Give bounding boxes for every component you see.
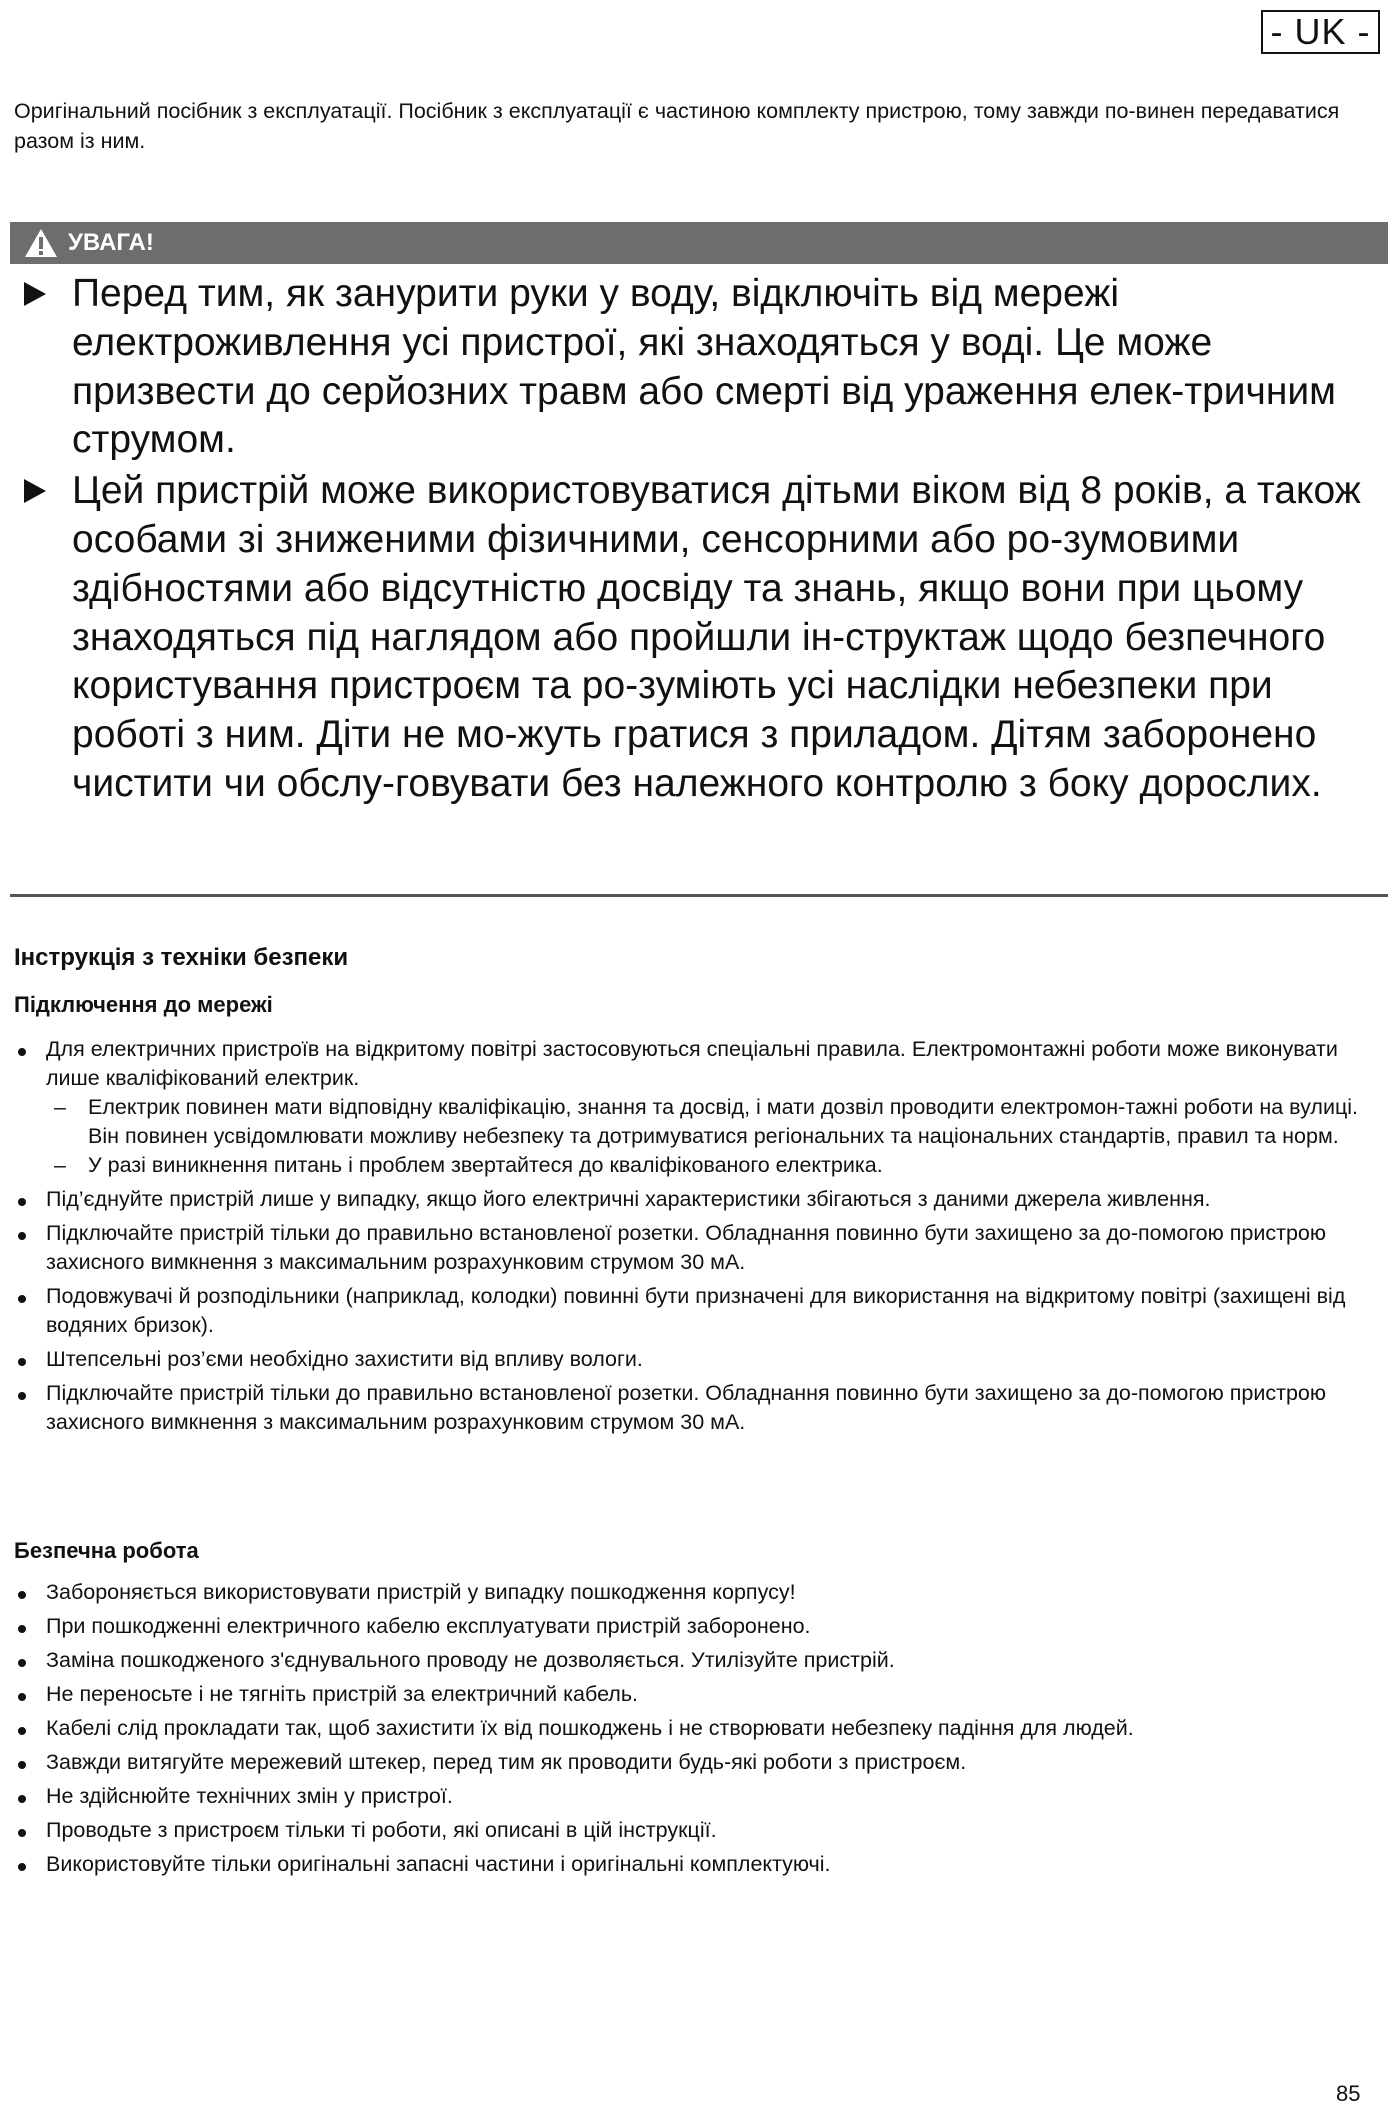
list-item-text: Для електричних пристроїв на відкритому повітрі застосовуються спеціальні правила. Електромонтажні роботи може виконувати лише кваліфікований електрик. [46,1037,1338,1090]
language-badge: - UK - [1261,10,1380,54]
sub-list-item-text: Електрик повинен мати відповідну кваліфікацію, знання та досвід, і мати дозвіл проводити електромон-тажні роботи на вулиці. Він повинен усвідомлювати можливу небезпеку та дотримуватися регіональних та національних стандартів, правил та норм. [88,1095,1359,1148]
warning-list [22,270,1382,809]
play-arrow-icon [24,479,46,503]
list-item-text: Проводьте з пристроєм тільки ті роботи, які описані в цій інструкції. [46,1818,717,1842]
safety-title: Інструкція з техніки безпеки [14,944,349,971]
operation-title: Безпечна робота [14,1538,199,1563]
list-item [14,1578,1384,1607]
list-item [14,1035,1384,1180]
list-item-text: Подовжувачі й розподільники (наприклад, колодки) повинні бути призначені для використання на відкритому повітрі (захищені від водяних бризок). [46,1284,1346,1337]
list-item-text: Підключайте пристрій тільки до правильно встановленої розетки. Обладнання повинно бути захищено за до-помогою пристрою захисного вимкнення з максимальним розрахунковим струмом 30 мА. [46,1221,1326,1274]
bullet-icon [18,1295,26,1303]
connection-list [14,1035,1384,1442]
list-item [14,1782,1384,1811]
section-divider [10,894,1388,897]
bullet-icon [18,1048,26,1056]
bullet-icon [18,1232,26,1240]
list-item [14,1185,1384,1214]
list-item-text: Підключайте пристрій тільки до правильно встановленої розетки. Обладнання повинно бути захищено за до-помогою пристрою захисного вимкнення з максимальним розрахунковим струмом 30 мА. [46,1381,1326,1434]
bullet-icon [18,1727,26,1735]
bullet-icon [18,1659,26,1667]
bullet-icon [18,1863,26,1871]
list-item [14,1850,1384,1879]
list-item [14,1282,1384,1340]
list-item-text: Не здійснюйте технічних змін у пристрої. [46,1784,453,1808]
dash-icon: – [54,1095,66,1119]
list-item [14,1345,1384,1374]
list-item-text: Завжди витягуйте мережевий штекер, перед тим як проводити будь-які роботи з пристроєм. [46,1750,967,1774]
list-item-text: Використовуйте тільки оригінальні запасні частини і оригінальні комплектуючі. [46,1852,831,1876]
sub-list-item-text: У разі виникнення питань і проблем звертайтеся до кваліфікованого електрика. [88,1153,883,1177]
bullet-icon [18,1693,26,1701]
bullet-icon [18,1761,26,1769]
list-item-text: Під’єднуйте пристрій лише у випадку, якщо його електричні характеристики збігаються з даними джерела живлення. [46,1187,1211,1211]
bullet-icon [18,1625,26,1633]
list-item [14,1748,1384,1777]
list-item [14,1680,1384,1709]
operation-list [14,1578,1384,1884]
bullet-icon [18,1591,26,1599]
bullet-icon [18,1829,26,1837]
bullet-icon [18,1358,26,1366]
list-item [14,1379,1384,1437]
warning-item [22,467,1382,809]
bullet-icon [18,1795,26,1803]
sub-list [46,1093,1384,1180]
connection-title: Підключення до мережі [14,992,273,1017]
list-item [14,1219,1384,1277]
warning-triangle-icon [24,228,58,258]
list-item-text: При пошкодженні електричного кабелю експлуатувати пристрій заборонено. [46,1614,811,1638]
list-item [14,1714,1384,1743]
page-number: 85 [1336,2081,1361,2106]
sub-list-item [54,1093,1384,1151]
warning-item [22,270,1382,465]
list-item [14,1612,1384,1641]
list-item-text: Штепсельні роз’єми необхідно захистити від впливу вологи. [46,1347,643,1371]
dash-icon: – [54,1153,66,1177]
play-arrow-icon [24,282,46,306]
warning-item-text: Цей пристрій може використовуватися дітьми віком від 8 років, а також особами зі зниженими фізичними, сенсорними або ро-зумовими здібностями або відсутністю досвіду та знань, якщо вони при цьому знаходяться під наглядом або пройшли ін-структаж щодо безпечного користування пристроєм та ро-зуміють усі наслідки небезпеки при роботі з ним. Діти не мо-жуть гратися з приладом. Дітям заборонено чистити чи обслу-говувати без належного контролю з боку дорослих. [72,469,1361,805]
sub-list-item [54,1151,1384,1180]
list-item-text: Забороняється використовувати пристрій у випадку пошкодження корпусу! [46,1580,796,1604]
warning-banner [10,222,1388,264]
intro-text: Оригінальний посібник з експлуатації. Посібник з експлуатації є частиною комплекту пристрою, тому завжди по-винен передаватися разом із ним. [14,99,1340,153]
warning-item-text: Перед тим, як занурити руки у воду, відключіть від мережі електроживлення усі пристрої, які знаходяться у воді. Це може призвести до серйозних травм або смерті від ураження елек-тричним струмом. [72,272,1336,462]
list-item [14,1646,1384,1675]
bullet-icon [18,1392,26,1400]
list-item-text: Заміна пошкодженого з'єднувального проводу не дозволяється. Утилізуйте пристрій. [46,1648,895,1672]
warning-title: УВАГА! [68,229,154,256]
list-item-text: Кабелі слід прокладати так, щоб захистити їх від пошкоджень і не створювати небезпеку падіння для людей. [46,1716,1134,1740]
bullet-icon [18,1198,26,1206]
list-item [14,1816,1384,1845]
list-item-text: Не переносьте і не тягніть пристрій за електричний кабель. [46,1682,639,1706]
